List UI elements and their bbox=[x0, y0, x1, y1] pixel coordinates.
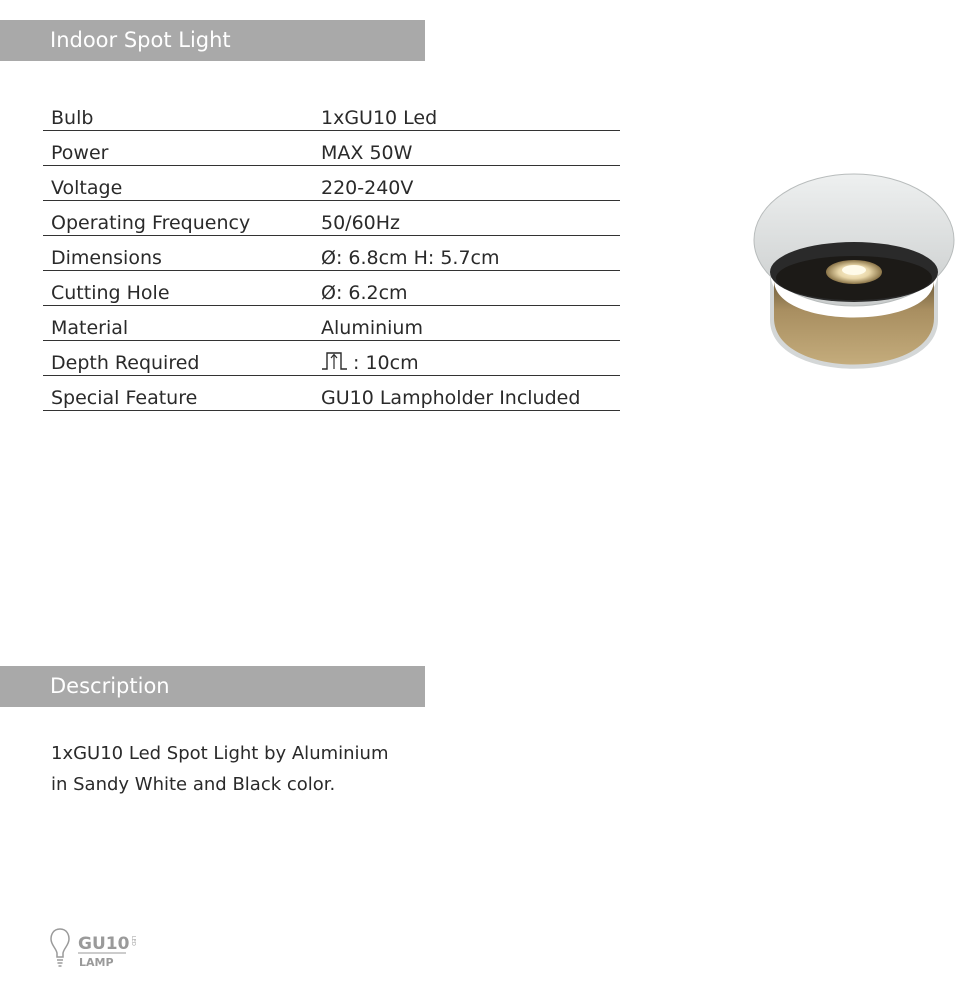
description-line: in Sandy White and Black color. bbox=[51, 774, 336, 795]
spec-label: Dimensions bbox=[43, 236, 313, 271]
description-text bbox=[51, 738, 471, 800]
spec-row-dimensions bbox=[43, 236, 620, 271]
depth-icon bbox=[321, 351, 351, 371]
spec-value: GU10 Lampholder Included bbox=[313, 376, 620, 411]
badge-led-text: LED bbox=[130, 936, 136, 946]
spec-value: MAX 50W bbox=[313, 131, 620, 166]
spec-label: Cutting Hole bbox=[43, 271, 313, 306]
badge-gu10-text: GU10 bbox=[78, 934, 130, 954]
spec-label: Power bbox=[43, 131, 313, 166]
spec-label: Special Feature bbox=[43, 376, 313, 411]
spec-value bbox=[313, 341, 620, 376]
spec-section-title: Indoor Spot Light bbox=[50, 28, 231, 52]
spec-label: Operating Frequency bbox=[43, 201, 313, 236]
description-section-header bbox=[0, 666, 425, 707]
spec-label: Voltage bbox=[43, 166, 313, 201]
description-section-title: Description bbox=[50, 674, 170, 698]
spec-label: Depth Required bbox=[43, 341, 313, 376]
spec-row-power bbox=[43, 131, 620, 166]
spec-table bbox=[43, 96, 620, 411]
depth-value-text: : 10cm bbox=[353, 352, 419, 374]
spec-value: Ø: 6.8cm H: 5.7cm bbox=[313, 236, 620, 271]
spec-value: 220-240V bbox=[313, 166, 620, 201]
description-line: 1xGU10 Led Spot Light by Aluminium bbox=[51, 743, 389, 764]
spec-row-depth bbox=[43, 341, 620, 376]
spec-value: 50/60Hz bbox=[313, 201, 620, 236]
spec-row-special-feature bbox=[43, 376, 620, 411]
spec-label: Material bbox=[43, 306, 313, 341]
spec-label: Bulb bbox=[43, 96, 313, 131]
product-photo bbox=[750, 170, 960, 380]
spec-value: Aluminium bbox=[313, 306, 620, 341]
bulb-icon bbox=[51, 929, 69, 966]
spec-value: 1xGU10 Led bbox=[313, 96, 620, 131]
spec-row-frequency bbox=[43, 201, 620, 236]
spec-row-bulb bbox=[43, 96, 620, 131]
gu10-lamp-badge bbox=[50, 926, 140, 970]
badge-lamp-text: LAMP bbox=[79, 956, 114, 969]
lamp-center bbox=[842, 265, 866, 275]
spec-value: Ø: 6.2cm bbox=[313, 271, 620, 306]
spec-row-cutting-hole bbox=[43, 271, 620, 306]
spec-row-material bbox=[43, 306, 620, 341]
spec-row-voltage bbox=[43, 166, 620, 201]
spec-section-header bbox=[0, 20, 425, 61]
